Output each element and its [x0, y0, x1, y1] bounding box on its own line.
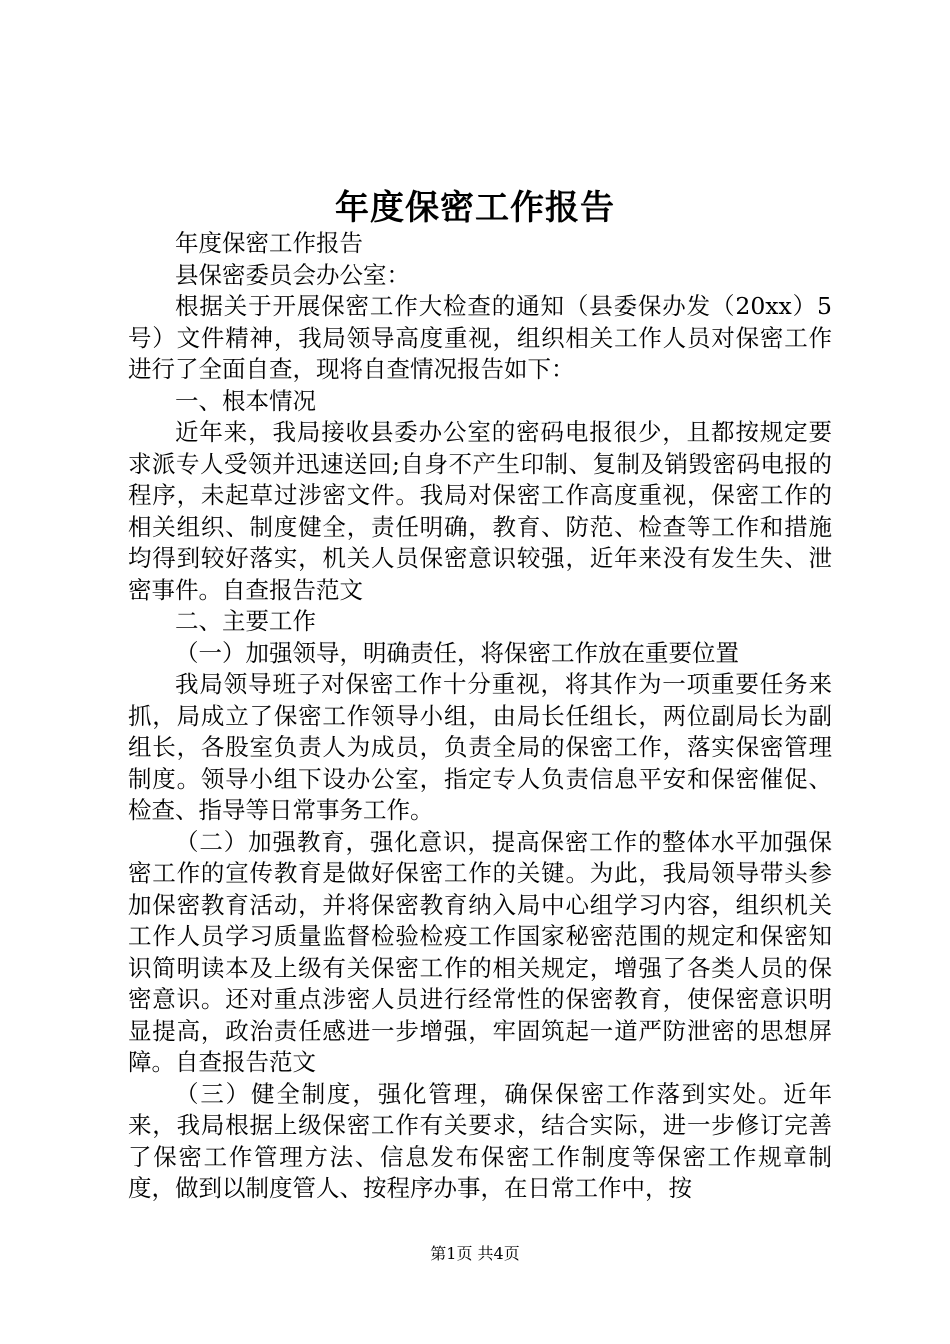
paragraph-recipient: 县保密委员会办公室：: [175, 260, 410, 289]
paragraph-intro: 根据关于开展保密工作大检查的通知（县委保办发（20xx）5号）文件精神，我局领导高度重视，组织相关工作人员对保密工作进行了全面自查，现将自查情况报告如下：: [128, 292, 832, 383]
page-footer: 第1页 共4页: [430, 1244, 520, 1263]
paragraph-subtitle: 年度保密工作报告: [175, 229, 363, 257]
paragraph-basic-situation: 近年来，我局接收县委办公室的密码电报很少，且都按规定要求派专人受领并迅速送回;自身不产生印制、复制及销毁密码电报的程序，未起草过涉密文件。我局对保密工作高度重视，保密工作的相关组织、制度健全，责任明确，教育、防范、检查等工作和措施均得到较好落实，机关人员保密意识较强，近年来没有发生失、泄密事件。自查报告范文: [128, 418, 832, 604]
document-title: 年度保密工作报告: [335, 188, 615, 228]
paragraph-leadership: 我局领导班子对保密工作十分重视，将其作为一项重要任务来抓，局成立了保密工作领导小组，由局长任组长，两位副局长为副组长，各股室负责人为成员，负责全局的保密工作，落实保密管理制度。领导小组下设办公室，指定专人负责信息平安和保密催促、检查、指导等日常事务工作。: [128, 670, 832, 824]
section-heading-basic: 一、根本情况: [175, 386, 316, 415]
subheading-leadership: （一）加强领导，明确责任，将保密工作放在重要位置: [175, 638, 739, 667]
paragraph-regulations: （三）健全制度，强化管理，确保保密工作落到实处。近年来，我局根据上级保密工作有关要求，结合实际，进一步修订完善了保密工作管理方法、信息发布保密工作制度等保密工作规章制度，做到以制度管人、按程序办事，在日常工作中，按: [128, 1079, 832, 1202]
paragraph-education: （二）加强教育，强化意识，提高保密工作的整体水平加强保密工作的宣传教育是做好保密工作的关键。为此，我局领导带头参加保密教育活动，并将保密教育纳入局中心组学习内容，组织机关工作人员学习质量监督检验检疫工作国家秘密范围的规定和保密知识简明读本及上级有关保密工作的相关规定，增强了各类人员的保密意识。还对重点涉密人员进行经常性的保密教育，使保密意识明显提高，政治责任感进一步增强，牢固筑起一道严防泄密的思想屏障。自查报告范文: [128, 827, 832, 1076]
document-body: [128, 228, 832, 1205]
section-heading-main-work: 二、主要工作: [175, 607, 316, 635]
